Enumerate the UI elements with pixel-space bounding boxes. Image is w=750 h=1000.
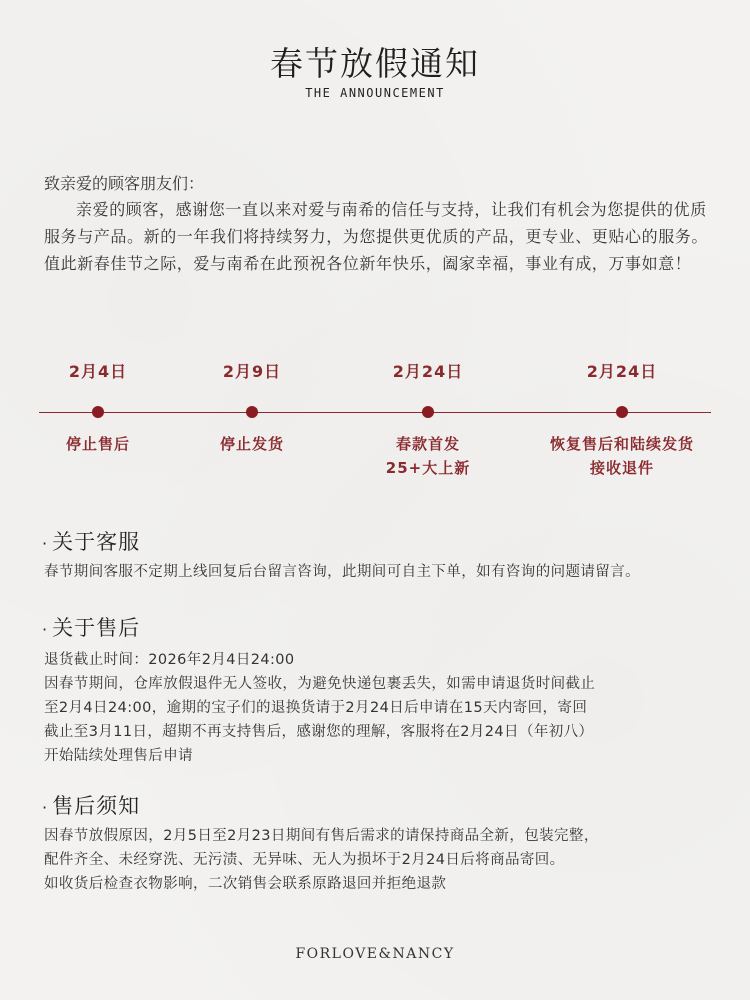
body-line: 截止至3月11日，超期不再支持售后，感谢您的理解，客服将在2月24日（年初八） — [44, 724, 594, 740]
page-title: 春节放假通知 — [270, 44, 480, 83]
bullet-dot: · — [42, 620, 49, 639]
timeline-label-line2: 25+大上新 — [385, 459, 471, 477]
body-line: 因春节放假原因，2月5日至2月23日期间有售后需求的请保持商品全新，包装完整， — [44, 828, 599, 844]
timeline-date: 2月24日 — [586, 362, 658, 381]
timeline-label — [522, 432, 722, 480]
timeline-label-line1: 春款首发 — [395, 435, 460, 453]
timeline-dot — [422, 406, 434, 418]
section-heading-after-sales — [42, 612, 140, 642]
timeline-dot — [92, 406, 104, 418]
section-heading-text: 关于客服 — [52, 530, 141, 554]
timeline-date: 2月4日 — [68, 362, 128, 381]
timeline-dot — [246, 406, 258, 418]
timeline-date: 2月24日 — [392, 362, 464, 381]
timeline-node — [152, 360, 352, 456]
body-line: 春节期间客服不定期上线回复后台留言咨询，此期间可自主下单，如有咨询的问题请留言。 — [44, 564, 640, 580]
bullet-dot: · — [42, 798, 49, 817]
section-heading-text: 售后须知 — [52, 794, 141, 818]
body-line: 退货截止时间：2026年2月4日24:00 — [44, 652, 295, 668]
footer-brand: FORLOVE&NANCY — [295, 946, 455, 962]
body-line: 开始陆续处理售后申请 — [44, 748, 193, 764]
timeline — [0, 360, 750, 480]
intro-paragraph: 亲爱的顾客，感谢您一直以来对爱与南希的信任与支持，让我们有机会为您提供的优质服务与产品。新的一年我们将持续努力，为您提供更优质的产品，更专业、更贴心的服务。值此新春佳节之际，爱与南希在此预祝各位新年快乐，阖家幸福，事业有成，万事如意！ — [44, 200, 709, 273]
section-heading-customer-service — [42, 526, 140, 556]
timeline-label-line2: 接收退件 — [589, 459, 654, 477]
section-body-after-sales-notes — [44, 824, 724, 896]
section-body-customer-service — [44, 560, 724, 584]
timeline-node — [328, 360, 528, 480]
timeline-label — [328, 432, 528, 480]
body-line: 因春节期间，仓库放假退件无人签收，为避免快递包裹丢失，如需申请退货时间截止 — [44, 676, 596, 692]
greeting: 致亲爱的顾客朋友们： — [44, 174, 205, 193]
body-line: 配件齐全、未经穿洗、无污渍、无异味、无人为损坏于2月24日后将商品寄回。 — [44, 852, 565, 868]
timeline-label-line1: 停止发货 — [219, 435, 284, 453]
timeline-node — [522, 360, 722, 480]
timeline-dot — [616, 406, 628, 418]
section-heading-text: 关于售后 — [52, 616, 141, 640]
body-line: 如收货后检查衣物影响，二次销售会联系原路退回并拒绝退款 — [44, 876, 447, 892]
body-line: 至2月4日24:00，逾期的宝子们的退换货请于2月24日后申请在15天内寄回，寄回 — [44, 700, 588, 716]
page-subtitle: THE ANNOUNCEMENT — [305, 86, 445, 100]
section-body-after-sales — [44, 648, 724, 768]
timeline-label-line1: 恢复售后和陆续发货 — [549, 435, 694, 453]
section-heading-after-sales-notes — [42, 790, 140, 820]
timeline-date: 2月9日 — [222, 362, 282, 381]
bullet-dot: · — [42, 534, 49, 553]
timeline-label-line1: 停止售后 — [65, 435, 130, 453]
timeline-label — [152, 432, 352, 456]
